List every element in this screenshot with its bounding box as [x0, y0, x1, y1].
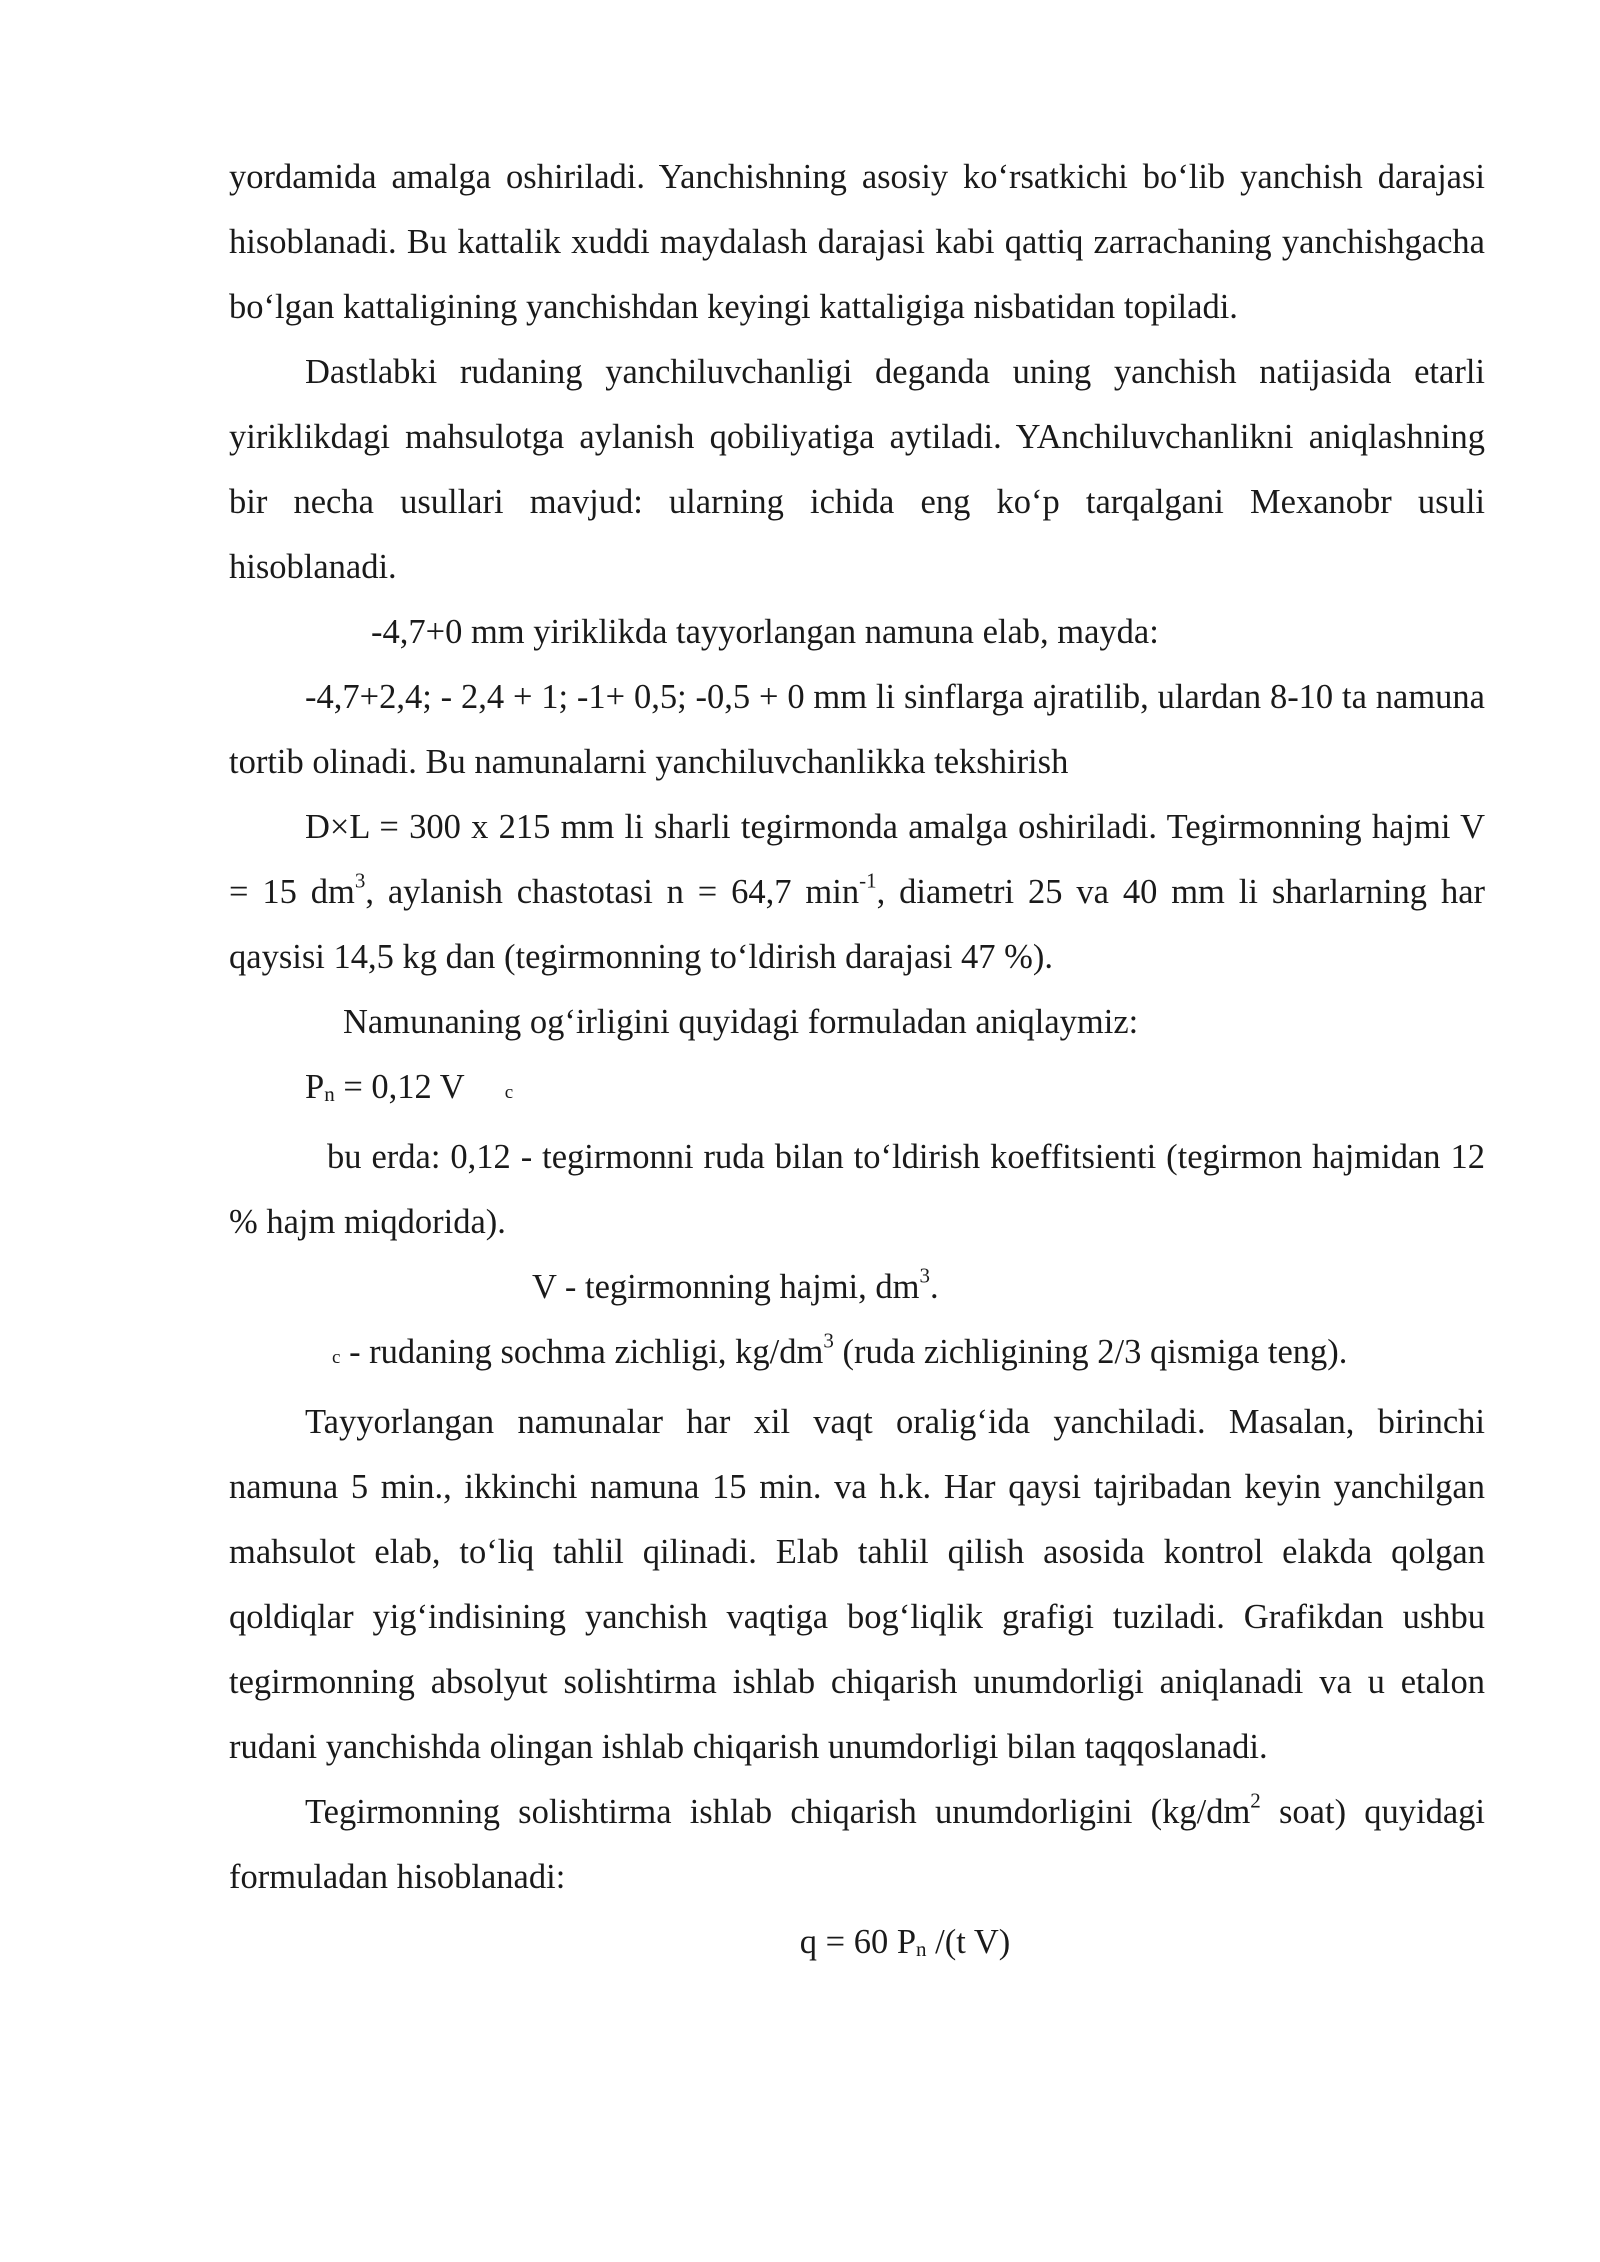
paragraph-1: yordamida amalga oshiriladi. Yanchishning asosiy ko‘rsatkichi bo‘lib yanchish darajasi hisoblanadi. Bu kattalik xuddi maydalash darajasi kabi qattiq zarrachaning yanchishgacha bo‘lgan kattaligining yanchishdan keyingi kattaligiga nisbatidan topiladi.: [229, 158, 1485, 326]
p8-text-a: V - tegirmonning hajmi, dm: [532, 1268, 920, 1306]
formula-1-b: = 0,12 V: [334, 1068, 465, 1106]
p11-sup: 2: [1250, 1788, 1261, 1813]
document-page: [229, 145, 1485, 1975]
paragraph-7: bu erda: 0,12 - tegirmonni ruda bilan to‘ldirish koeffitsienti (tegirmon hajmidan 12 % hajm miqdorida).: [229, 1138, 1485, 1241]
p5-sup-1: 3: [354, 868, 366, 893]
paragraph-10: Tayyorlangan namunalar har xil vaqt oralig‘ida yanchiladi. Masalan, birinchi namuna 5 min., ikkinchi namuna 15 min. va h.k. Har qaysi tajribadan keyin yanchilgan mahsulot elab, to‘liq tahlil qilinadi. Elab tahlil qilish asosida kontrol elakda qolgan qoldiqlar yig‘indisining yanchish vaqtiga bog‘liqlik grafigi tuziladi. Grafikdan ushbu tegirmonning absolyut solishtirma ishlab chiqarish unumdorligi aniqlanadi va u etalon rudani yanchishda olingan ishlab chiqarish unumdorligi bilan taqqoslanadi.: [229, 1403, 1485, 1766]
p11-text-b: soat) quyidagi formuladan hisoblanadi:: [229, 1793, 1486, 1896]
paragraph-2: Dastlabki rudaning yanchiluvchanligi deganda uning yanchish natijasida etarli yiriklikdagi mahsulotga aylanish qobiliyatiga aytiladi. YAnchiluvchanlikni aniqlashning bir necha usullari mavjud: ularning ichida eng ko‘p tarqalgani Mexanobr usuli hisoblanadi.: [229, 353, 1485, 586]
p9-sup: 3: [823, 1328, 834, 1353]
p9-text-b: (ruda zichligining 2/3 qismiga teng).: [833, 1333, 1348, 1371]
paragraph-6: Namunaning og‘irligini quyidagi formuladan aniqlaymiz:: [343, 1003, 1139, 1041]
p8-sup: 3: [919, 1263, 930, 1288]
formula-1-a: P: [305, 1068, 325, 1106]
p11-text-a: Tegirmonning solishtirma ishlab chiqarish unumdorligini (kg/dm: [305, 1793, 1251, 1831]
paragraph-4: [229, 665, 1485, 795]
paragraph-11: [229, 1780, 1485, 1910]
paragraph-3: -4,7+0 mm yiriklikda tayyorlangan namuna elab, mayda:: [371, 613, 1159, 651]
formula-1-c: c: [504, 1082, 514, 1103]
formula-2-sub: n: [916, 1937, 927, 1962]
p9-symbol: c: [332, 1347, 341, 1368]
p8-text-b: .: [929, 1268, 939, 1306]
formula-2-b: /(t V): [926, 1923, 1011, 1961]
formula-1: [229, 1055, 1485, 1125]
p5-text-b: , aylanish chastotasi n = 64,7 min: [365, 873, 860, 911]
p5-text-c: , diametri 25 va 40 mm li sharlarning har qaysisi 14,5 kg dan (tegirmonning to‘ldirish darajasi 47 %).: [229, 873, 1485, 976]
p9-text-a: - rudaning sochma zichligi, kg/dm: [340, 1333, 824, 1371]
paragraph-9: [229, 1320, 1485, 1390]
paragraph-5: [229, 795, 1485, 990]
p5-text-a: D×L = 300 x 215 mm li sharli tegirmonda amalga oshiriladi. Tegirmonning hajmi V = 15 dm: [229, 808, 1485, 911]
p5-sup-2: -1: [859, 868, 877, 893]
formula-2-a: q = 60 P: [799, 1923, 917, 1961]
paragraph-8: [229, 1255, 1485, 1320]
formula-2: [229, 1910, 1485, 1975]
formula-1-sub: n: [324, 1082, 335, 1107]
paragraph-4-text: -4,7+2,4; - 2,4 + 1; -1+ 0,5; -0,5 + 0 mm li sinflarga ajratilib, ulardan 8-10 ta namuna tortib olinadi. Bu namunalarni yanchiluvchanlikka tekshirish: [229, 678, 1485, 781]
